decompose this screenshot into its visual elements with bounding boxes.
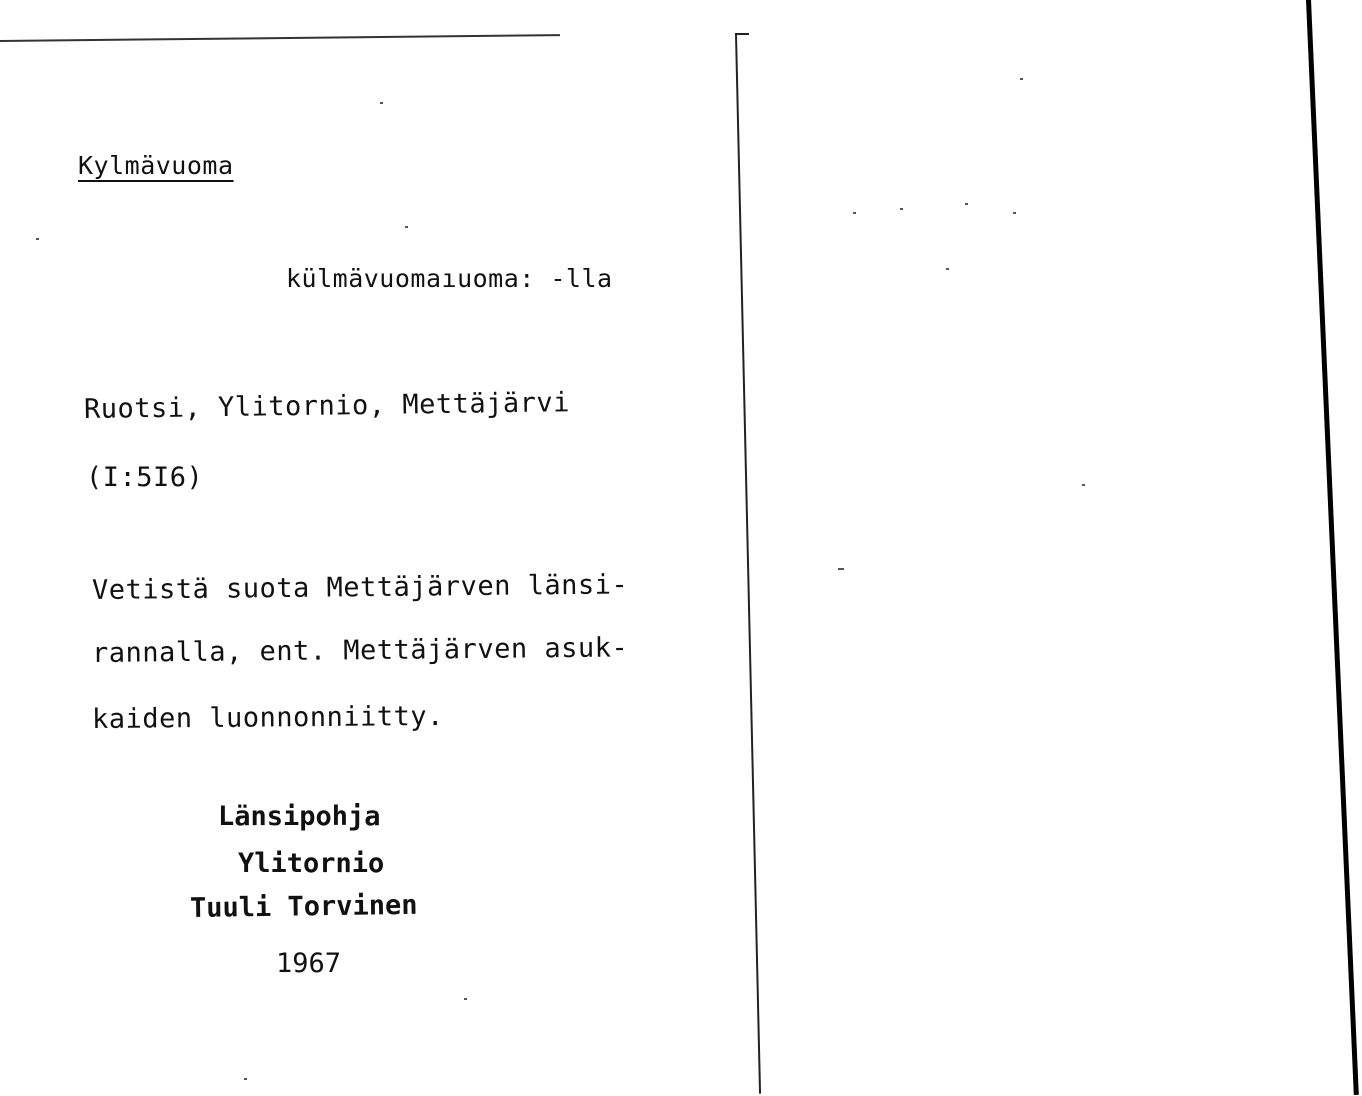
speck xyxy=(1013,212,1016,214)
speck xyxy=(244,1078,247,1080)
speck xyxy=(965,203,968,205)
card-title: Kylmävuoma xyxy=(78,151,234,180)
divider-tick xyxy=(735,33,749,35)
stamp-parish: Ylitornio xyxy=(238,848,385,879)
speck xyxy=(380,102,383,104)
description-line: rannalla, ent. Mettäjärven asuk- xyxy=(91,632,629,669)
speck xyxy=(405,226,408,228)
description-line: kaiden luonnonniitty. xyxy=(91,700,444,735)
top-rule xyxy=(0,34,560,42)
speck xyxy=(853,212,856,214)
location-line: Ruotsi, Ylitornio, Mettäjärvi xyxy=(83,387,571,425)
stamp-year: 1967 xyxy=(276,948,342,979)
speck xyxy=(838,568,844,570)
reference-code: (I:5I6) xyxy=(86,462,204,493)
speck xyxy=(1082,484,1085,486)
speck xyxy=(946,268,949,270)
stamp-region: Länsipohja xyxy=(218,801,381,832)
speck xyxy=(1020,78,1023,80)
card-edge-line xyxy=(1306,0,1359,1095)
speck xyxy=(900,208,903,210)
dialect-form: külmävuomaıuoma: -lla xyxy=(286,264,613,293)
card-divider-line xyxy=(735,34,761,1094)
description-line: Vetistä suota Mettäjärven länsi- xyxy=(91,569,629,606)
speck xyxy=(36,238,39,240)
speck xyxy=(464,998,467,1000)
stamp-collector: Tuuli Torvinen xyxy=(189,889,418,924)
